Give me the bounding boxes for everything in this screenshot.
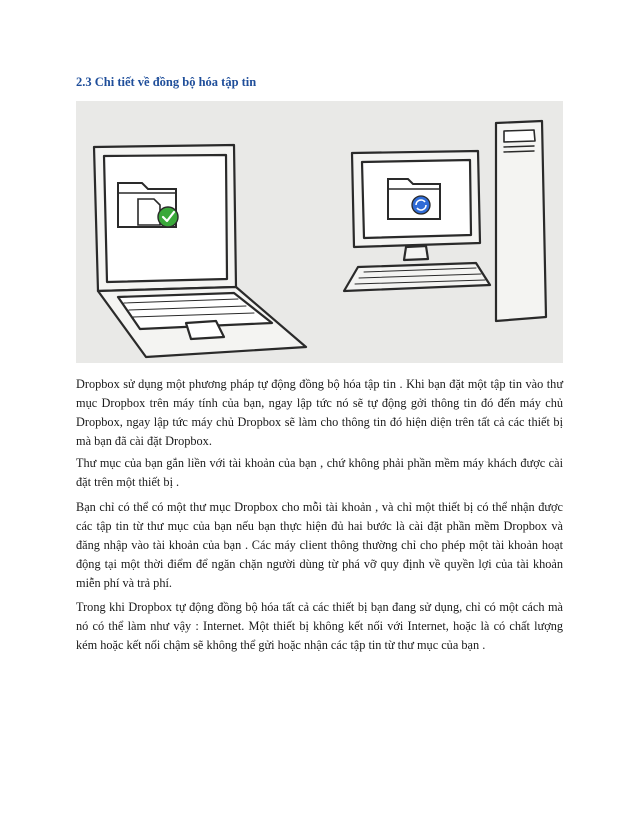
folder-with-check-icon (118, 183, 178, 227)
paragraph-2: Thư mục của bạn gắn liền với tài khoản của bạn , chứ không phải phần mềm máy khách được cài đặt trên một thiết bị . (76, 456, 563, 489)
paragraph-3: Bạn chỉ có thể có một thư mục Dropbox cho mỗi tài khoản , và chỉ một thiết bị có thể nhận được các tập tin từ thư mục của bạn nếu bạn thực hiện đủ hai bước là cài đặt phần mềm Dropbox và đăng nhập vào tài khoản của bạn . Các máy client thông thường chỉ cho phép một tài khoản hoạt động tại một thời điểm để ngăn chặn người dùng từ phá vỡ quy định về quyền lợi của tài khoản miễn phí và trả phí. (76, 500, 563, 590)
illustration-svg (76, 101, 563, 363)
section-heading: 2.3 Chi tiết về đồng bộ hóa tập tin (76, 75, 257, 89)
sync-illustration (76, 101, 563, 363)
desktop-monitor-drawing (344, 151, 490, 291)
folder-with-sync-icon (388, 179, 440, 219)
paragraph-1: Dropbox sử dụng một phương pháp tự động đồng bộ hóa tập tin . Khi bạn đặt một tập tin vào thư mục Dropbox trên máy tính của bạn, ngay lập tức nó sẽ tự động gởi thông tin đó đến máy chủ Dropbox, ngay lập tức máy chủ Dropbox sẽ làm cho thông tin đó hiện diện trên tất cả các thiết bị mà bạn đã cài đặt Dropbox. (76, 377, 563, 448)
paragraph-4: Trong khi Dropbox tự động đồng bộ hóa tất cả các thiết bị bạn đang sử dụng, chỉ có một cách mà nó có thể làm như vậy : Internet. Một thiết bị không kết nối với Internet, hoặc là có chất lượng kém hoặc kết nối chậm sẽ không thể gửi hoặc nhận các tập tin từ thư mục của bạn . (76, 600, 563, 652)
desktop-tower-drawing (496, 121, 546, 321)
